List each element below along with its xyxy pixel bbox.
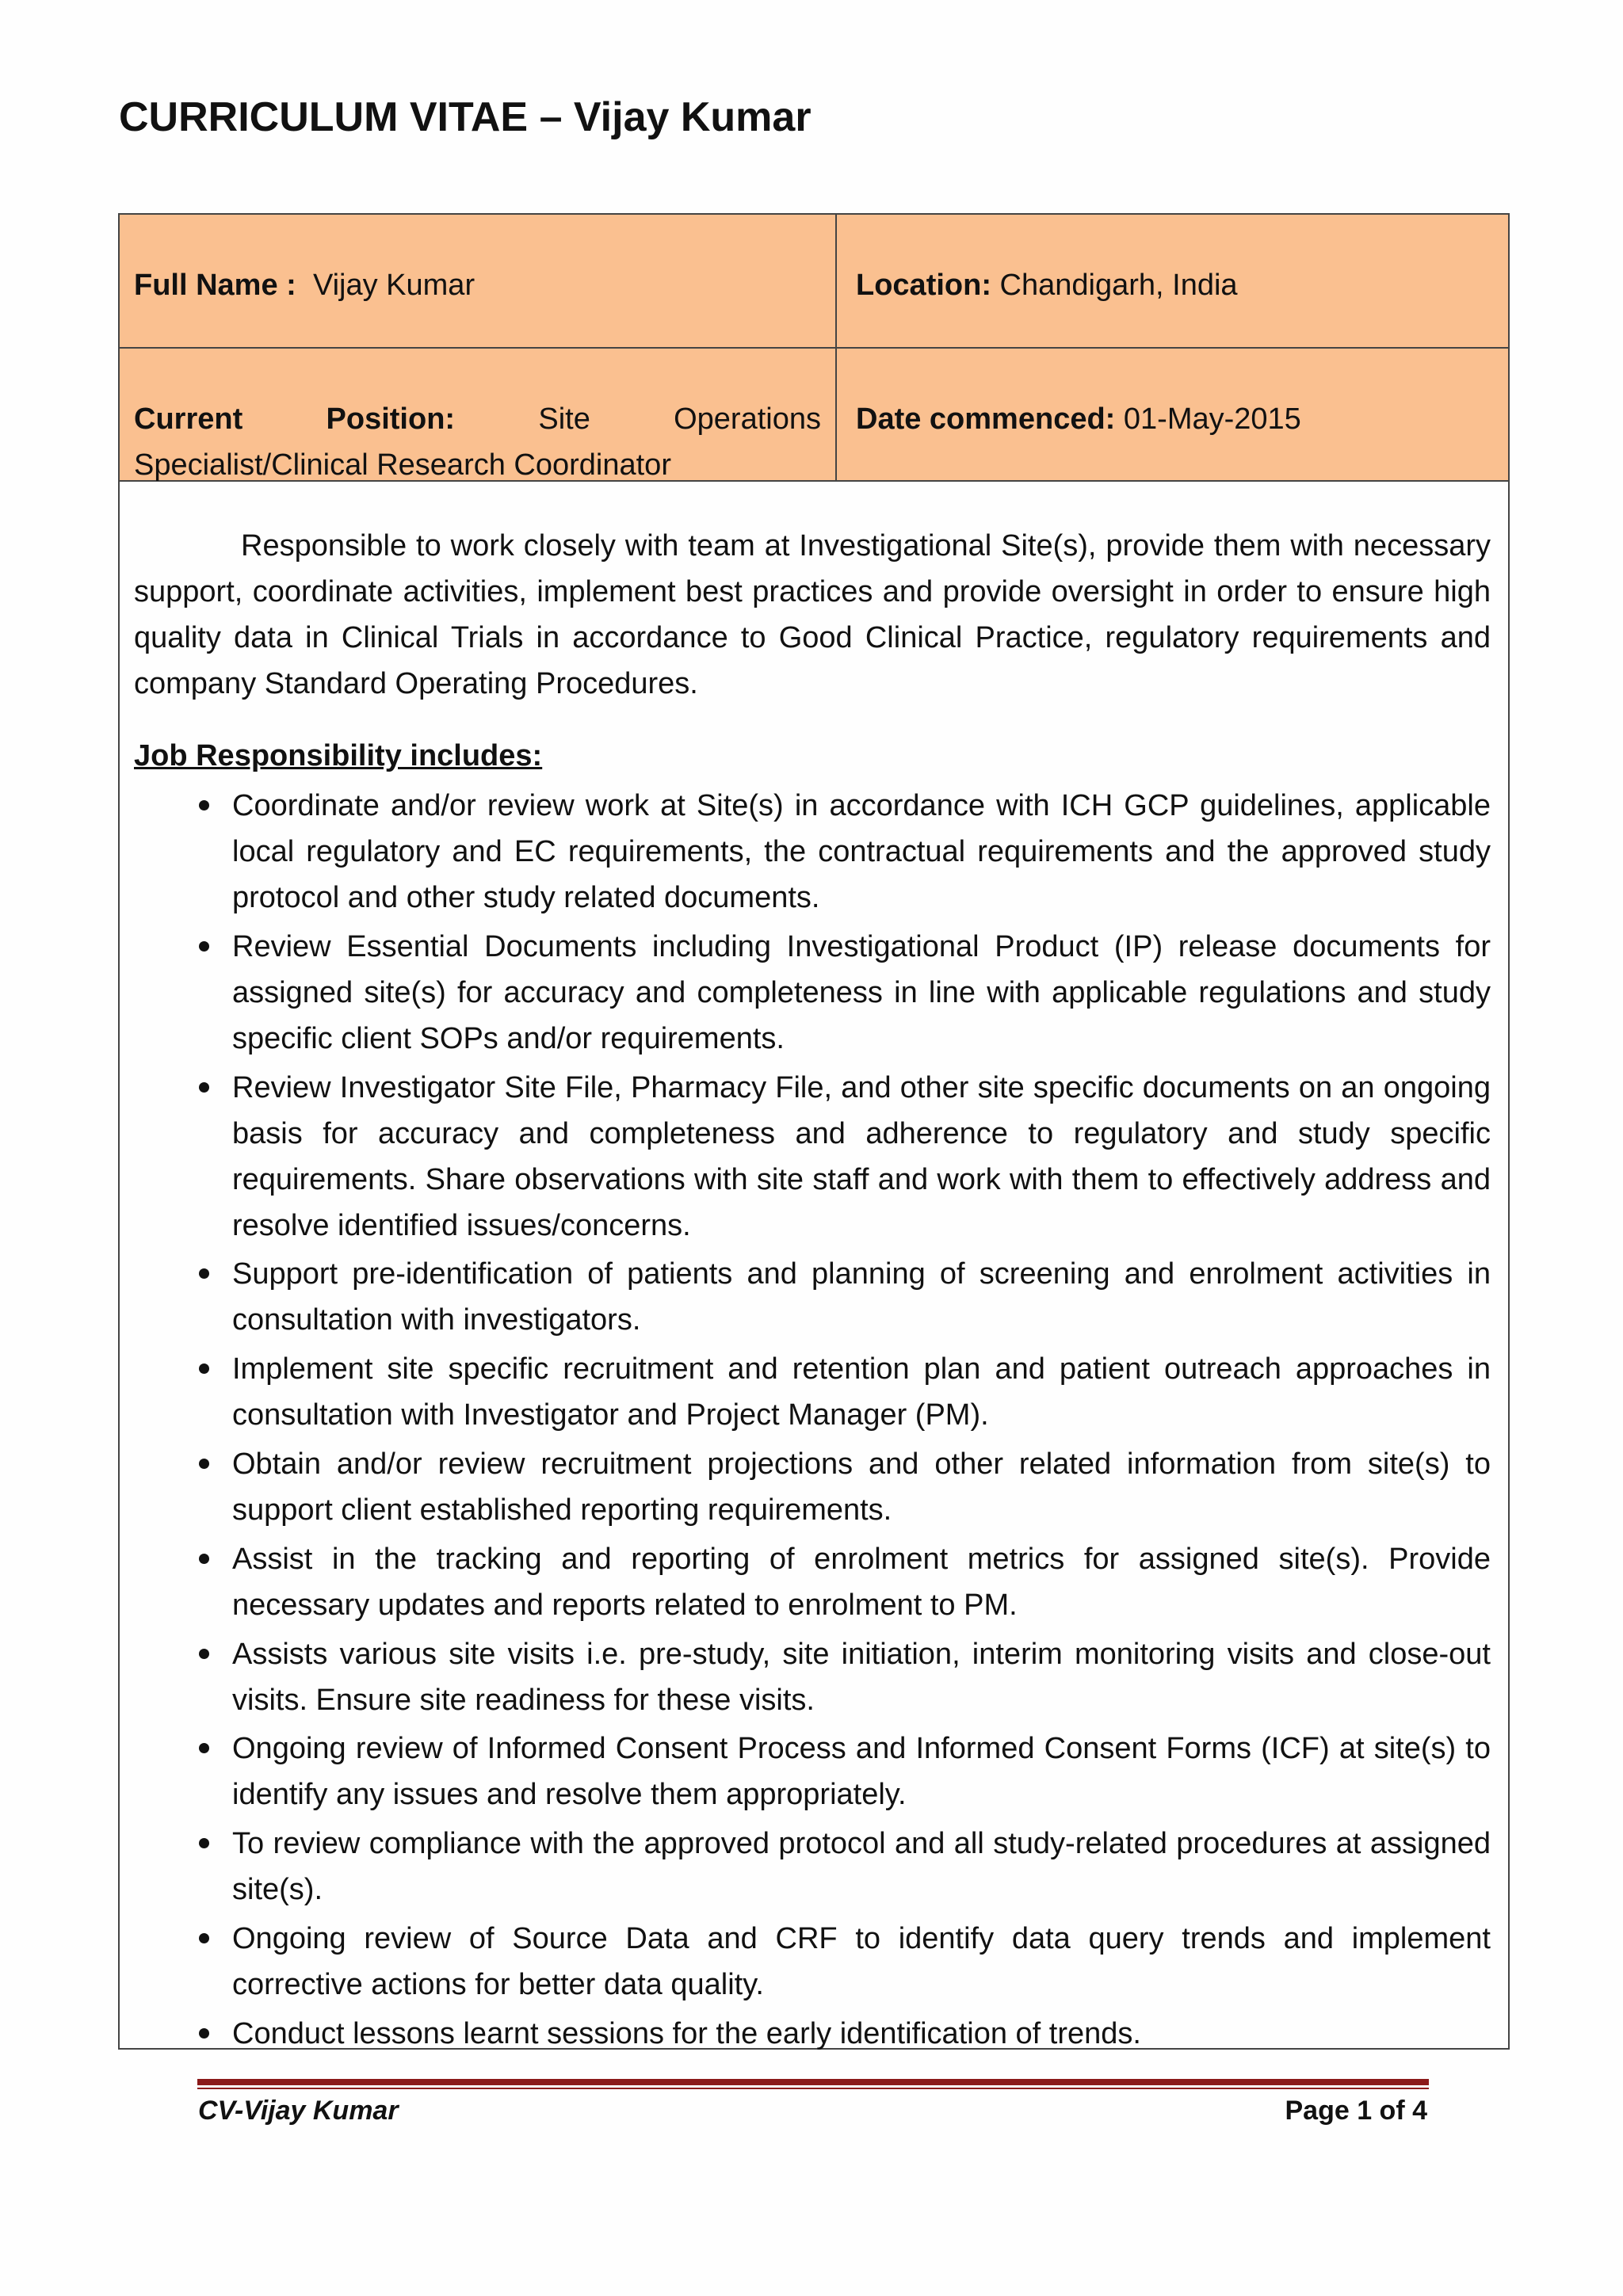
position-label-position: Position:: [326, 402, 456, 436]
responsibility-item: Implement site specific recruitment and retention plan and patient outreach approaches in consultation with Investigator and Project Manager (PM).: [134, 1346, 1491, 1438]
info-row-position-date: [120, 349, 1508, 482]
location-value: Chandigarh, India: [999, 269, 1238, 302]
responsibility-item: Conduct lessons learnt sessions for the early identification of trends.: [134, 2011, 1491, 2057]
footer-divider: [197, 2079, 1429, 2089]
footer-document-name: CV-Vijay Kumar: [198, 2096, 399, 2126]
position-first-line: [134, 396, 821, 442]
responsibilities-heading: Job Responsibility includes:: [134, 739, 543, 772]
responsibility-item: Assists various site visits i.e. pre-study, site initiation, interim monitoring visits and close-out visits. Ensure site readiness for these visits.: [134, 1631, 1491, 1723]
footer-divider-thick: [197, 2079, 1429, 2085]
responsibility-item: Ongoing review of Informed Consent Process and Informed Consent Forms (ICF) at site(s) to identify any issues and resolve them appropriately.: [134, 1726, 1491, 1817]
responsibility-item: Ongoing review of Source Data and CRF to identify data query trends and implement corrective actions for better data quality.: [134, 1916, 1491, 2008]
location-cell: [837, 215, 1508, 347]
role-summary: Responsible to work closely with team at Investigational Site(s), provide them with necessary support, coordinate activities, implement best practices and provide oversight in order to ensure high quality data in Clinical Trials in accordance to Good Clinical Practice, regulatory requirements and company Standard Operating Procedures.: [134, 529, 1491, 700]
footer-page-number: Page 1 of 4: [1285, 2096, 1427, 2126]
current-position-cell: [120, 349, 837, 480]
responsibility-item: Review Investigator Site File, Pharmacy File, and other site specific documents on an ongoing basis for accuracy and completeness and adherence to regulatory and study specific requirements. Share observations with site staff and work with them to effectively address and resolve identified issues/concerns.: [134, 1065, 1491, 1249]
full-name-label: Full Name :: [134, 269, 296, 302]
position-label-current: Current: [134, 402, 243, 436]
responsibility-item: Review Essential Documents including Investigational Product (IP) release documents for assigned site(s) for accuracy and completeness in line with applicable regulations and study specific client SOPs and/or requirements.: [134, 924, 1491, 1062]
position-value-site: Site: [538, 402, 590, 436]
full-name-cell: [120, 215, 837, 347]
responsibility-item: Obtain and/or review recruitment projections and other related information from site(s) to support client established reporting requirements.: [134, 1441, 1491, 1533]
date-commenced-cell: [837, 349, 1508, 480]
info-row-name-location: [120, 215, 1508, 349]
responsibility-item: Support pre-identification of patients and planning of screening and enrolment activities in consultation with investigators.: [134, 1251, 1491, 1343]
position-value-title: Specialist/Clinical Research Coordinator: [134, 448, 671, 482]
responsibility-item: Assist in the tracking and reporting of enrolment metrics for assigned site(s). Provide necessary updates and reports related to enrolment to PM.: [134, 1536, 1491, 1628]
date-commenced-label: Date commenced:: [856, 402, 1116, 436]
location-label: Location:: [856, 269, 991, 302]
date-commenced-value: 01-May-2015: [1123, 402, 1301, 436]
position-value-operations: Operations: [674, 402, 821, 436]
responsibilities-list: [134, 783, 1491, 2057]
footer-divider-thin: [197, 2088, 1429, 2089]
responsibility-item: To review compliance with the approved protocol and all study-related procedures at assigned site(s).: [134, 1821, 1491, 1913]
responsibility-item: Coordinate and/or review work at Site(s) in accordance with ICH GCP guidelines, applicable local regulatory and EC requirements, the contractual requirements and the approved study protocol and other study related documents.: [134, 783, 1491, 921]
page-title: CURRICULUM VITAE – Vijay Kumar: [119, 94, 812, 140]
cv-info-table: [118, 213, 1510, 2050]
job-description-cell: [120, 482, 1508, 2057]
full-name-value: Vijay Kumar: [312, 269, 475, 302]
